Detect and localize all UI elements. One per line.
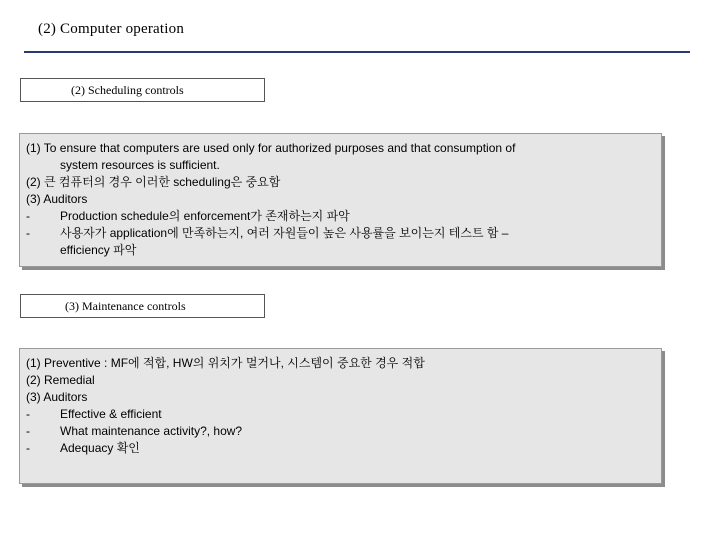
section-label-scheduling: (2) Scheduling controls bbox=[20, 78, 265, 102]
scheduling-bullet-1 bbox=[26, 208, 653, 225]
maintenance-line-1: (1) Preventive : MF에 적합, HW의 위치가 멀거나, 시스템이 중요한 경우 적합 bbox=[26, 356, 425, 370]
scheduling-line-3: (3) Auditors bbox=[26, 192, 88, 206]
scheduling-bullet-2-cont: efficiency 파악 bbox=[60, 243, 137, 257]
bullet-dash: - bbox=[26, 209, 30, 223]
bullet-text: Production schedule의 enforcement가 존재하는지 파악 bbox=[60, 209, 350, 223]
maintenance-panel bbox=[19, 348, 662, 484]
section-label-maintenance: (3) Maintenance controls bbox=[20, 294, 265, 318]
bullet-text: 사용자가 application에 만족하는지, 여러 자원들이 높은 사용률을 보이는지 테스트 함 – bbox=[60, 226, 509, 240]
bullet-text: Adequacy 확인 bbox=[60, 441, 140, 455]
scheduling-bullet-2 bbox=[26, 225, 653, 242]
maintenance-line-3: (3) Auditors bbox=[26, 390, 88, 404]
bullet-dash: - bbox=[26, 226, 30, 240]
title-divider bbox=[24, 51, 690, 53]
bullet-text: Effective & efficient bbox=[60, 407, 162, 421]
bullet-text: What maintenance activity?, how? bbox=[60, 424, 243, 438]
scheduling-line-2: (2) 큰 컴퓨터의 경우 이러한 scheduling은 중요함 bbox=[26, 175, 281, 189]
maintenance-line-2: (2) Remedial bbox=[26, 373, 95, 387]
maintenance-bullet-1 bbox=[26, 406, 653, 423]
scheduling-line-1-cont: system resources is sufficient. bbox=[60, 158, 220, 172]
maintenance-bullet-3 bbox=[26, 440, 653, 457]
scheduling-line-1: (1) To ensure that computers are used only for authorized purposes and that consumption of bbox=[26, 141, 516, 155]
scheduling-panel bbox=[19, 133, 662, 267]
bullet-dash: - bbox=[26, 407, 30, 421]
maintenance-bullet-2 bbox=[26, 423, 653, 440]
bullet-dash: - bbox=[26, 441, 30, 455]
page-title: (2) Computer operation bbox=[38, 21, 185, 37]
bullet-dash: - bbox=[26, 424, 30, 438]
